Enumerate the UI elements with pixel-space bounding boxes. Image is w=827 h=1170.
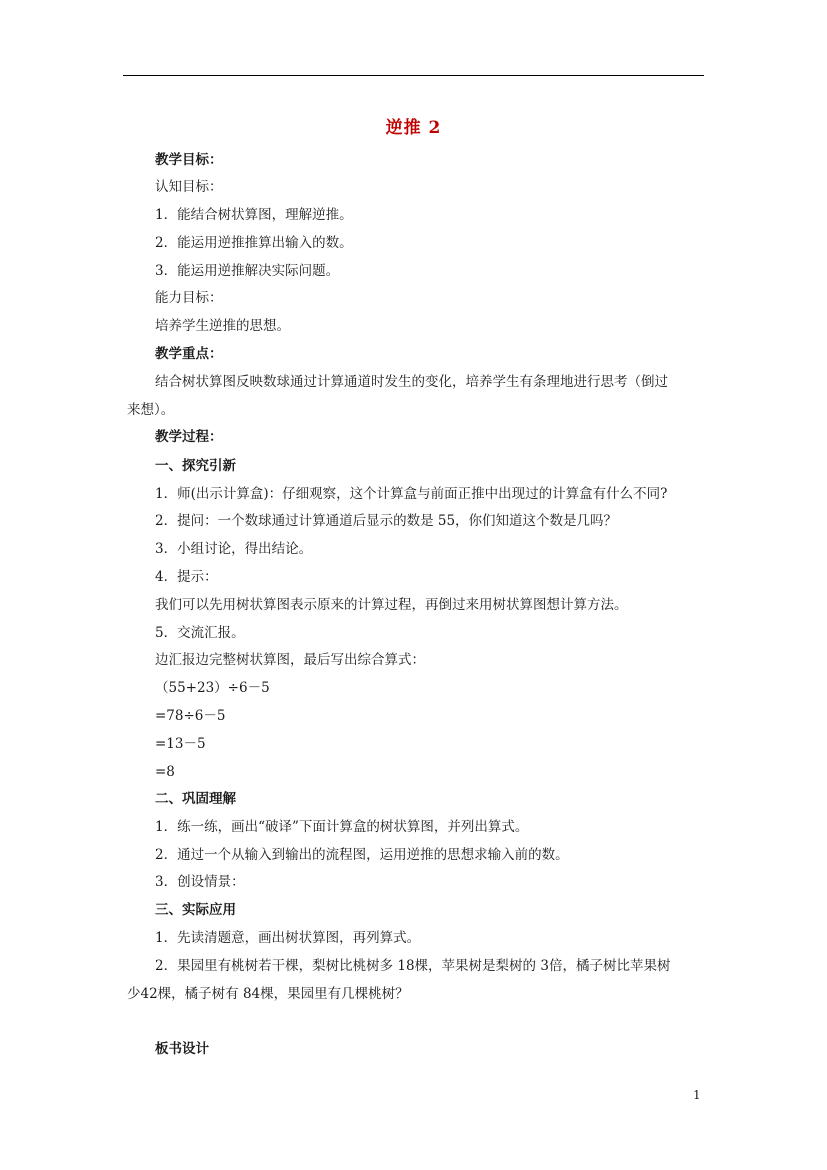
text-line: =78÷6－5 <box>155 708 226 724</box>
section-heading: 二、巩固理解 <box>155 791 236 807</box>
text-line: 1．先读清题意，画出树状算图，再列算式。 <box>155 930 421 946</box>
text-line: 3．创设情景： <box>155 874 245 890</box>
text-line: =13－5 <box>155 736 206 752</box>
page-title: 逆推 2 <box>385 118 442 138</box>
text-line: 来想）。 <box>127 402 175 418</box>
section-heading: 教学目标： <box>155 152 223 168</box>
text-line: （55+23）÷6－5 <box>155 680 270 696</box>
text-line: 2．通过一个从输入到输出的流程图，运用逆推的思想求输入前的数。 <box>155 847 569 863</box>
text-line: 4．提示： <box>155 569 218 585</box>
text-line: 1．练一练，画出“破译”下面计算盒的树状算图，并列出算式。 <box>155 819 529 835</box>
text-line: 认知目标： <box>155 179 223 195</box>
text-line: 能力目标： <box>155 290 223 306</box>
text-line: 1．师(出示计算盒)：仔细观察，这个计算盒与前面正推中出现过的计算盒有什么不同? <box>155 486 668 502</box>
text-line: 培养学生逆推的思想。 <box>155 318 290 334</box>
text-line: 5．交流汇报。 <box>155 625 245 641</box>
section-heading: 教学过程： <box>155 429 223 445</box>
text-line: 1．能结合树状算图，理解逆推。 <box>155 207 353 223</box>
text-line: 2．提问：一个数球通过计算通道后显示的数是 55，你们知道这个数是几吗？ <box>155 513 618 529</box>
text-line: 少42棵，橘子树有 84棵，果园里有几棵桃树？ <box>127 986 409 1002</box>
text-line: 我们可以先用树状算图表示原来的计算过程，再倒过来用树状算图想计算方法。 <box>155 597 628 613</box>
header-rule <box>123 75 704 76</box>
text-line: =8 <box>155 764 175 780</box>
section-heading: 板书设计 <box>155 1041 209 1057</box>
text-line: 结合树状算图反映数球通过计算通道时发生的变化，培养学生有条理地进行思考（倒过 <box>155 374 668 390</box>
text-line: 3．能运用逆推解决实际问题。 <box>155 263 340 279</box>
text-line: 边汇报边完整树状算图，最后写出综合算式： <box>155 652 425 668</box>
section-heading: 一、探究引新 <box>155 458 236 474</box>
section-heading: 教学重点： <box>155 346 223 362</box>
page-number: 1 <box>693 1088 701 1102</box>
text-line: 2．能运用逆推推算出输入的数。 <box>155 235 353 251</box>
section-heading: 三、实际应用 <box>155 902 236 918</box>
text-line: 2．果园里有桃树若干棵，梨树比桃树多 18棵，苹果树是梨树的 3倍，橘子树比苹果树 <box>155 958 671 974</box>
text-line: 3．小组讨论，得出结论。 <box>155 541 313 557</box>
